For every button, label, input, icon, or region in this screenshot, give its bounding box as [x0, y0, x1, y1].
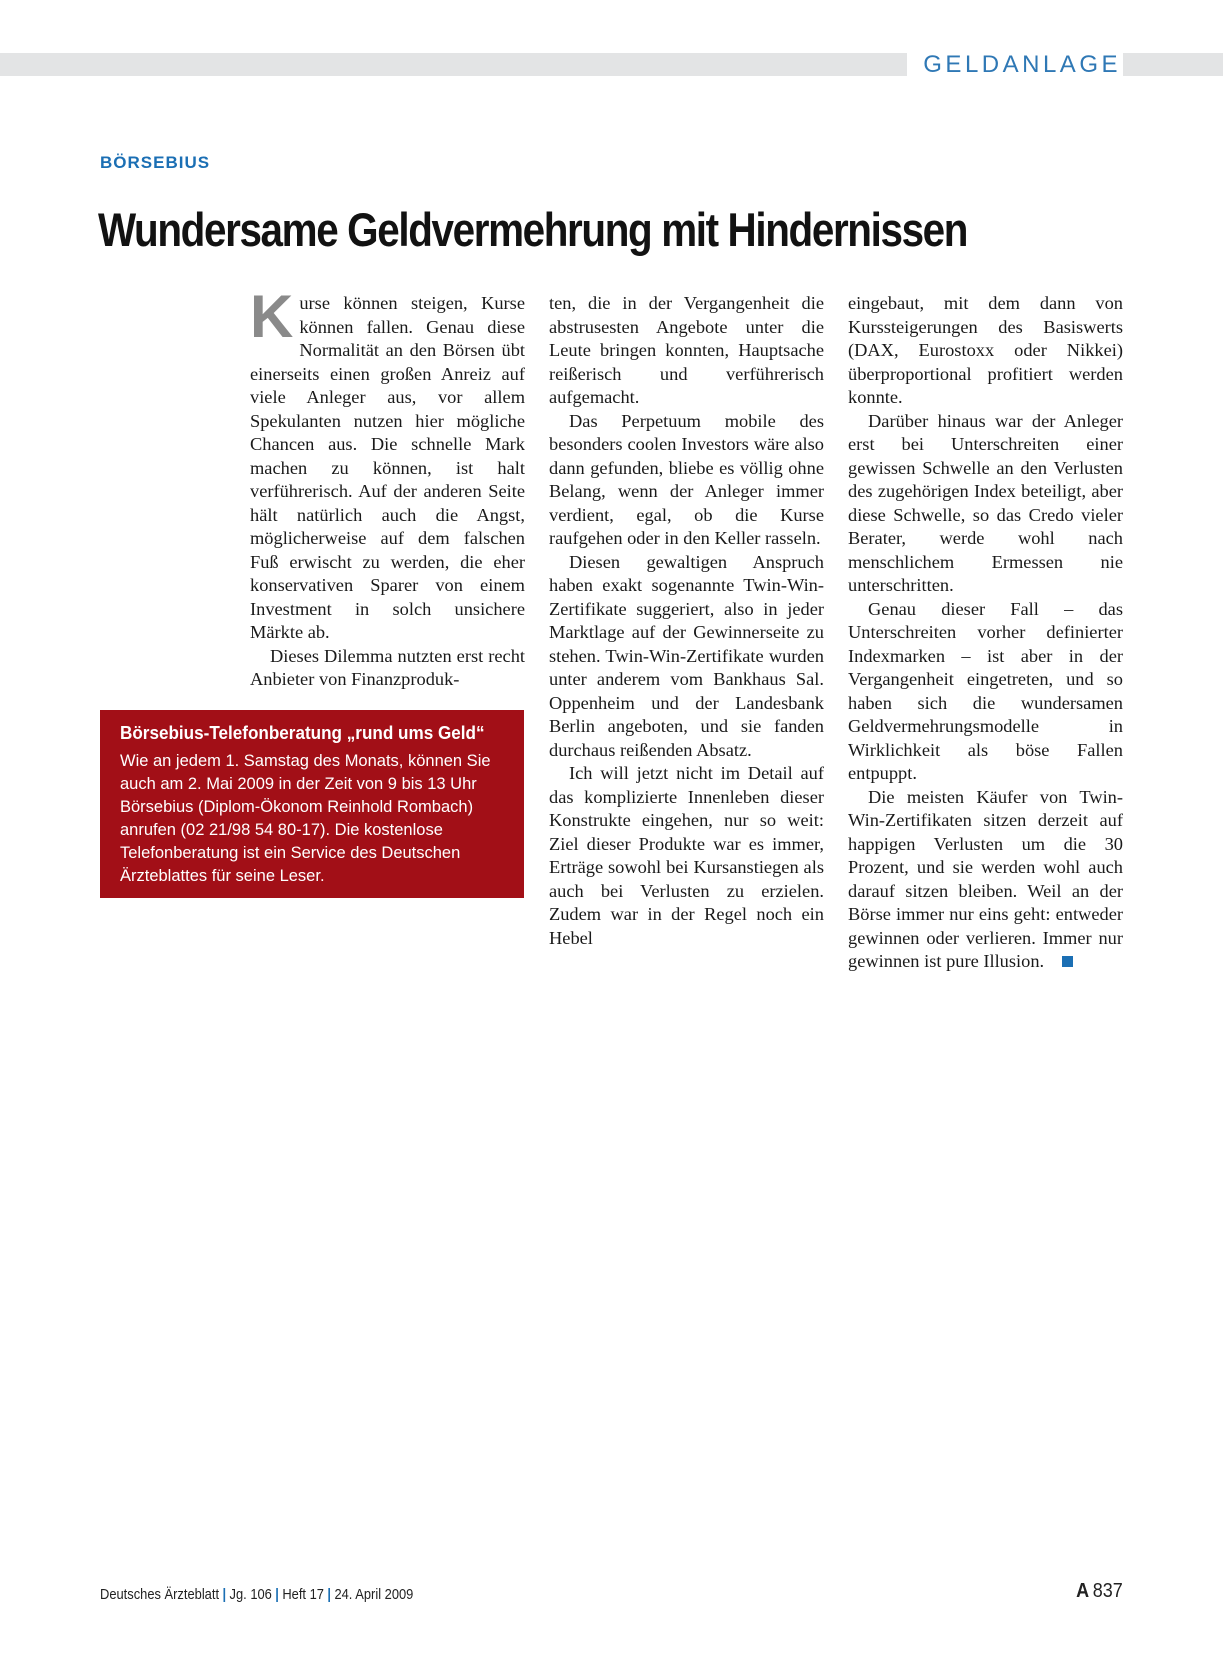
- divider: |: [222, 1586, 227, 1603]
- paragraph: Ich will jetzt nicht im Detail auf das komplizierte Innenleben dieser Konstrukte eingehen, nur so weit: Ziel dieser Produkte war es immer, Erträge sowohl bei Kursanstiegen als auch bei Verlusten zu erzielen. Zudem war in der Regel noch ein Hebel: [549, 763, 824, 948]
- headline: Wundersame Geldvermehrung mit Hindernissen: [98, 203, 968, 256]
- footer-citation: [100, 1586, 413, 1603]
- paragraph: Das Perpetuum mobile des besonders coolen Investors wäre also dann gefunden, bliebe es völlig ohne Belang, wenn der Anleger immer verdient, egal, ob die Kurse raufgehen oder in den Keller rasseln.: [549, 410, 824, 548]
- divider: |: [327, 1586, 332, 1603]
- article-column-2: [549, 292, 824, 950]
- info-box-title: Börsebius-Telefonberatung „rund ums Geld“: [120, 723, 485, 743]
- info-box-body: Wie an jedem 1. Samstag des Monats, können Sie auch am 2. Mai 2009 in der Zeit von 9 bis 13 Uhr Börsebius (Diplom-Ökonom Reinhold Rombach) anrufen (02 21/98 54 80-17). Die kostenlose Telefonberatung ist ein Service des Deutschen Ärzteblattes für seine Leser.: [120, 752, 491, 885]
- paragraph: ten, die in der Vergangenheit die abstrusesten Angebote unter die Leute bringen konnten, Hauptsache reißerisch und verführerisch aufgemacht.: [549, 293, 824, 407]
- paragraph: Dieses Dilemma nutzten erst recht Anbieter von Finanzproduk-: [250, 645, 525, 689]
- paragraph-text: Die meisten Käufer von Twin-Win-Zertifikaten sitzen derzeit auf happigen Verlusten um die 30 Prozent, und sie werden wohl auch darauf sitzen bleiben. Weil an der Börse immer nur eins geht: entweder gewinnen oder verlieren. Immer nur gewinnen ist pure Illusion.: [848, 786, 1123, 971]
- paragraph: Diesen gewaltigen Anspruch haben exakt sogenannte Twin-Win-Zertifikate suggeriert, also in jeder Marktlage auf der Gewinnerseite zu stehen. Twin-Win-Zertifikate wurden unter anderem vom Bankhaus Sal. Oppenheim und der Landesbank Berlin angeboten, und sie fanden durchaus reißenden Absatz.: [549, 551, 824, 760]
- paragraph: eingebaut, mit dem dann von Kurssteigerungen des Basiswerts (DAX, Eurostoxx oder Nikkei) überproportional profitiert werden konnte.: [848, 293, 1123, 407]
- paragraph: Darüber hinaus war der Anleger erst bei Unterschreiten einer gewissen Schwelle an den Verlusten des zugehörigen Index beteiligt, aber diese Schwelle, so das Credo vieler Berater, werde wohl nach menschlichem Ermessen nie unterschritten.: [848, 410, 1123, 595]
- paragraph-text: urse können steigen, Kurse können fallen. Genau diese Normalität an den Börsen übt einerseits einen großen Anreiz auf viele Anleger aus, vor allem Spekulanten nutzen hier mögliche Chancen aus. Die schnelle Mark machen zu können, ist halt verführerisch. Auf der anderen Seite hält natürlich auch die Angst, möglicherweise auf dem falschen Fuß erwischt zu werden, die eher konservativen Sparer von einem Investment in solch unsichere Märkte ab.: [250, 293, 525, 642]
- article-column-1: [250, 283, 525, 692]
- paragraph: [250, 283, 525, 645]
- drop-cap: K: [250, 283, 294, 350]
- issue: Heft 17: [282, 1586, 324, 1603]
- page-number-value: 837: [1092, 1580, 1123, 1602]
- issue-date: 24. April 2009: [334, 1586, 414, 1603]
- publication-name: Deutsches Ärzteblatt: [100, 1586, 220, 1603]
- volume: Jg. 106: [229, 1586, 272, 1603]
- end-mark-icon: [1062, 956, 1073, 967]
- page-number: [1076, 1580, 1123, 1603]
- rubric: BÖRSEBIUS: [100, 153, 211, 172]
- article-column-3: [848, 292, 1123, 974]
- divider: |: [275, 1586, 279, 1603]
- page-prefix: A: [1076, 1580, 1090, 1602]
- info-box: [100, 710, 524, 898]
- section-label: GELDANLAGE: [907, 50, 1123, 80]
- paragraph: [848, 786, 1123, 974]
- paragraph: Genau dieser Fall – das Unterschreiten vorher definierter Indexmarken – ist aber in der Vergangenheit eingetreten, und so haben sich die wundersamen Geldvermehrungsmodelle in Wirklichkeit als böse Fallen entpuppt.: [848, 598, 1123, 783]
